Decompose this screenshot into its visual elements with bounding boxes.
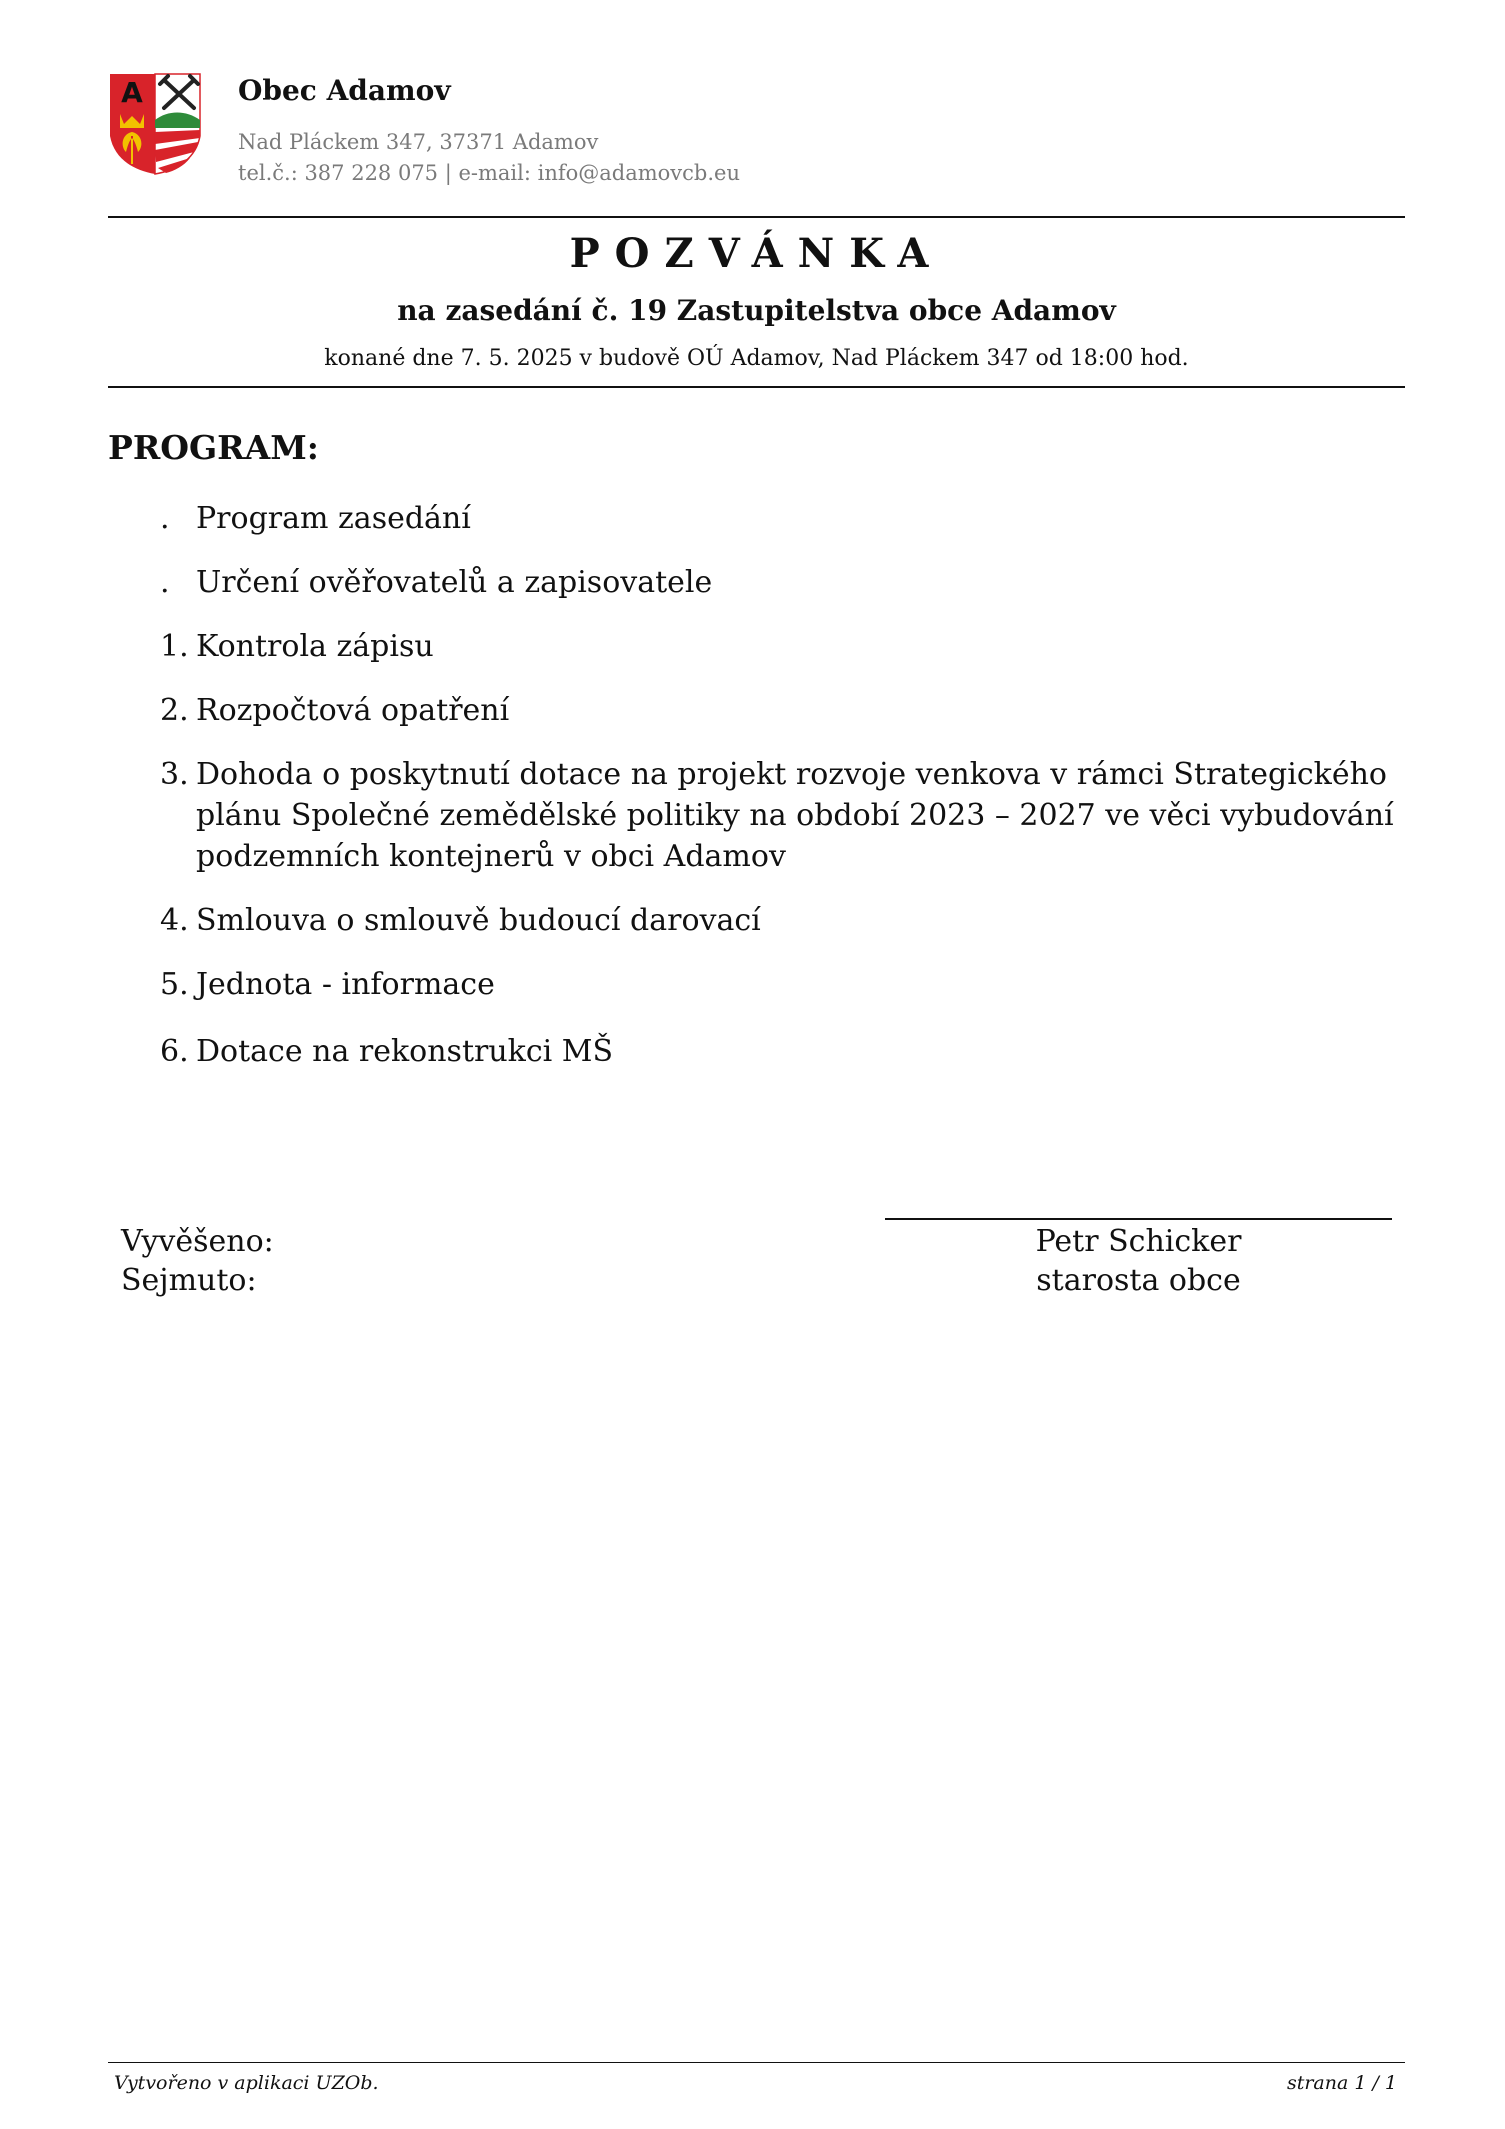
removed-label: Sejmuto: — [121, 1263, 257, 1298]
footer-divider — [108, 2062, 1405, 2063]
program-item-marker: 6. — [160, 1034, 189, 1069]
program-item-text: Určení ověřovatelů a zapisovatele — [196, 565, 713, 600]
program-item-marker: 1. — [160, 629, 189, 664]
program-item-text: Kontrola zápisu — [196, 629, 434, 664]
program-item-marker: . — [160, 501, 170, 536]
signer-name: Petr Schicker — [1035, 1224, 1242, 1259]
meeting-info: konané dne 7. 5. 2025 v budově OÚ Adamov, Nad Pláckem 347 od 18:00 hod. — [324, 346, 1189, 371]
program-item-marker: 2. — [160, 693, 189, 728]
crest-letter: A — [121, 76, 143, 109]
document-subtitle: na zasedání č. 19 Zastupitelstva obce Adamov — [397, 294, 1116, 327]
program-item-marker: . — [160, 565, 170, 600]
program-item-text: Jednota - informace — [196, 967, 495, 1002]
program-item-text-line: Dohoda o poskytnutí dotace na projekt rozvoje venkova v rámci Strategického — [196, 757, 1387, 792]
program-item-marker: 3. — [160, 757, 189, 792]
footer-created-with: Vytvořeno v aplikaci UZOb. — [114, 2072, 379, 2094]
signer-role: starosta obce — [1036, 1263, 1241, 1298]
municipal-crest — [108, 72, 202, 176]
program-item-marker: 5. — [160, 967, 189, 1002]
org-address: Nad Pláckem 347, 37371 Adamov — [238, 130, 599, 154]
org-contact: tel.č.: 387 228 075 | e-mail: info@adamovcb.eu — [238, 161, 741, 185]
header-divider — [108, 216, 1405, 218]
signature-line — [885, 1218, 1392, 1220]
posted-label: Vyvěšeno: — [121, 1224, 274, 1259]
program-item-text: Dotace na rekonstrukci MŠ — [196, 1034, 614, 1069]
program-heading: PROGRAM: — [108, 428, 319, 467]
program-item-text: Program zasedání — [196, 501, 471, 536]
program-item-text: Smlouva o smlouvě budoucí darovací — [196, 903, 761, 938]
org-name: Obec Adamov — [238, 74, 451, 107]
footer-page-number: strana 1 / 1 — [1286, 2072, 1397, 2094]
program-item-text: Rozpočtová opatření — [196, 693, 510, 728]
document-title: POZVÁNKA — [569, 230, 944, 277]
program-item-marker: 4. — [160, 903, 189, 938]
title-divider — [108, 386, 1405, 388]
program-item-text-line: podzemních kontejnerů v obci Adamov — [196, 839, 786, 874]
program-item-text-line: plánu Společné zemědělské politiky na období 2023 – 2027 ve věci vybudování — [196, 798, 1394, 833]
